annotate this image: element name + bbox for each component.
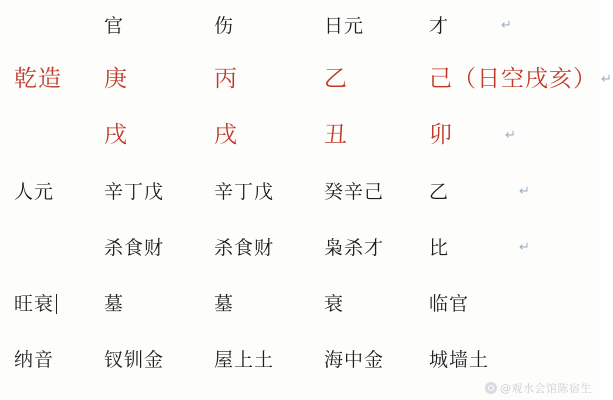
earthly-branch-month: 戌 xyxy=(214,122,238,149)
ten-gods-year: 杀食财 xyxy=(104,236,165,259)
row-label-earthly-branches xyxy=(0,108,100,164)
heavenly-stem-hour-text: 己（日空戌亥） xyxy=(429,66,597,93)
pilcrow-icon-row5: ↵ xyxy=(519,239,531,255)
nayin-year: 钗钏金 xyxy=(104,348,165,371)
pilcrow-icon-row2: ↵ xyxy=(601,71,613,87)
row-label-strength-text: 旺衰 xyxy=(14,292,55,315)
ten-gods-day: 枭杀才 xyxy=(324,236,385,259)
ten-gods-hour-text: 比 xyxy=(429,236,450,259)
weibo-logo-icon xyxy=(485,382,497,394)
text-cursor xyxy=(56,294,57,314)
heavenly-stem-month: 丙 xyxy=(214,66,238,93)
pilcrow-icon-row1: ↵ xyxy=(501,17,513,33)
ten-gods-month: 杀食财 xyxy=(214,236,275,259)
hidden-stems-hour-text: 乙 xyxy=(429,180,450,203)
header-cell-2: 伤 xyxy=(214,14,235,37)
nayin-day: 海中金 xyxy=(324,348,385,371)
earthly-branch-hour xyxy=(425,108,600,164)
hidden-stems-year: 辛丁戊 xyxy=(104,180,165,203)
header-cell-1: 官 xyxy=(104,14,125,37)
row-label-heavenly-stems: 乾造 xyxy=(14,66,62,93)
header-cell-4 xyxy=(425,0,600,52)
pilcrow-icon-row3: ↵ xyxy=(505,127,517,143)
heavenly-stem-year: 庚 xyxy=(104,66,128,93)
strength-month: 墓 xyxy=(214,292,235,315)
row-label-header xyxy=(0,0,100,52)
strength-day: 衰 xyxy=(324,292,345,315)
heavenly-stem-hour xyxy=(425,52,613,108)
row-label-ten-gods xyxy=(0,220,100,276)
row-label-hidden-stems: 人元 xyxy=(14,180,55,203)
hidden-stems-hour xyxy=(425,164,600,220)
header-cell-4-text: 才 xyxy=(429,14,450,37)
earthly-branch-year: 戌 xyxy=(104,122,128,149)
nayin-month: 屋上土 xyxy=(214,348,275,371)
row-label-strength xyxy=(0,276,100,332)
nayin-hour: 城墙土 xyxy=(429,348,490,371)
ten-gods-hour xyxy=(425,220,600,276)
strength-hour: 临官 xyxy=(429,292,470,315)
hidden-stems-month: 辛丁戊 xyxy=(214,180,275,203)
watermark xyxy=(485,380,592,396)
strength-year: 墓 xyxy=(104,292,125,315)
earthly-branch-hour-text: 卯 xyxy=(429,122,453,149)
earthly-branch-day: 丑 xyxy=(324,122,348,149)
watermark-text: @观水会馆陈宿生 xyxy=(500,382,592,395)
row-label-nayin: 纳音 xyxy=(14,348,55,371)
pilcrow-icon-row4: ↵ xyxy=(519,183,531,199)
heavenly-stem-day: 乙 xyxy=(324,66,348,93)
hidden-stems-day: 癸辛己 xyxy=(324,180,385,203)
header-cell-3: 日元 xyxy=(324,14,365,37)
